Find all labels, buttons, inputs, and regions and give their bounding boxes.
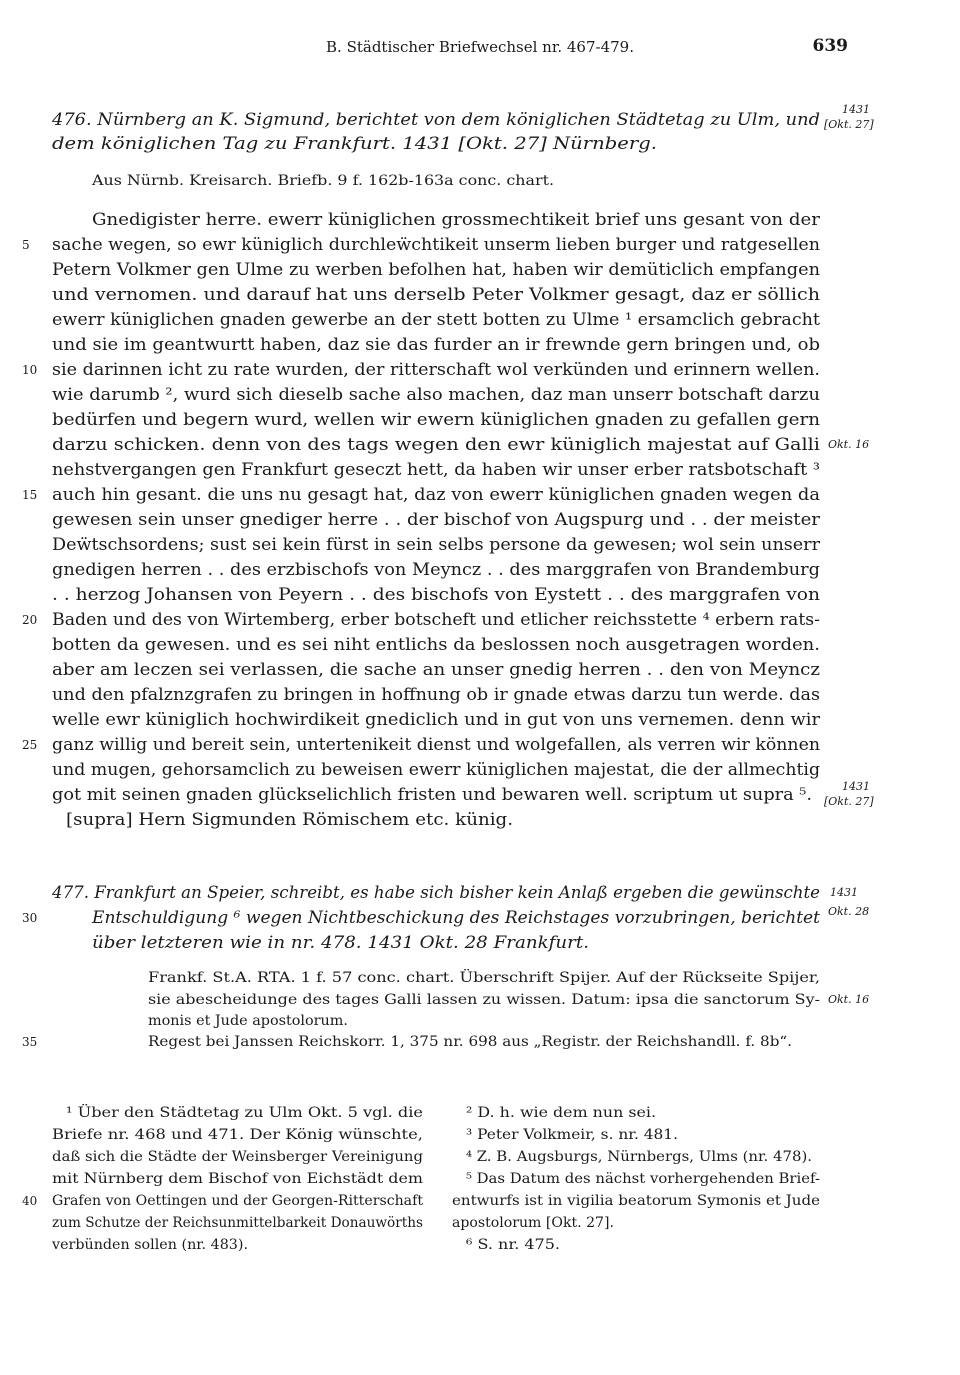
text-line: ² D. h. wie dem nun sei.	[466, 1105, 657, 1121]
line-number: 30	[22, 911, 38, 925]
text-line: Gnedigister herre. ewerr küniglichen grossmechtikeit brief uns gesant von der	[92, 210, 820, 229]
text-line: Aus Nürnb. Kreisarch. Briefb. 9 f. 162b-163a conc. chart.	[92, 173, 555, 189]
text-line: zum Schutze der Reichsunmittelbarkeit Donauwörths	[52, 1215, 424, 1231]
text-line: got mit seinen gnaden glückselichlich fristen und bewaren well. scriptum ut supra ⁵.	[52, 785, 813, 804]
text-line: gewesen sein unser gnediger herre . . der bischof von Augspurg und . . der meister	[52, 510, 820, 529]
text-line: apostolorum [Okt. 27].	[452, 1215, 614, 1231]
text-line: ³ Peter Volkmeir, s. nr. 481.	[466, 1127, 678, 1143]
text-line: wie darumb ², wurd sich dieselb sache also machen, daz man unserr botschaft darzu	[52, 385, 820, 404]
line-number: 25	[22, 738, 38, 752]
text-line: sache wegen, so ewr küniglich durchleẅchtikeit unserm lieben burger und ratgesellen	[52, 235, 820, 254]
text-line: ewerr küniglichen gnaden gewerbe an der stett botten zu Ulme ¹ ersamclich gebracht	[52, 310, 820, 329]
line-number: 35	[22, 1035, 38, 1049]
margin-date-note: Okt. 28	[828, 905, 870, 918]
text-line: monis et Jude apostolorum.	[148, 1013, 349, 1029]
line-number: 10	[22, 363, 38, 377]
text-line: entwurfs ist in vigilia beatorum Symonis et Jude	[452, 1193, 821, 1209]
text-line: sie darinnen icht zu rate wurden, der ritterschaft wol verkünden und erinnern wellen.	[52, 360, 820, 379]
text-line: über letzteren wie in nr. 478. 1431 Okt. 28 Frankfurt.	[92, 933, 590, 952]
running-title: B. Städtischer Briefwechsel nr. 467-479.	[326, 38, 634, 56]
margin-date-note: Okt. 16	[828, 438, 870, 451]
text-line: Entschuldigung ⁶ wegen Nichtbeschickung des Reichstages vorzubringen, berichtet	[92, 908, 821, 927]
margin-date-note: [Okt. 27]	[824, 118, 874, 131]
margin-date-note: 1431	[842, 780, 870, 793]
line-number: 15	[22, 488, 38, 502]
line-number: 20	[22, 613, 38, 627]
margin-date-note: 1431	[830, 886, 858, 899]
text-line: aber am leczen sei verlassen, die sache an unser gnedig herren . . den von Meyncz	[52, 660, 821, 679]
text-line: botten da gewesen. und es sei niht entlichs da beslossen noch ausgetragen worden.	[52, 635, 821, 654]
text-line: welle ewr küniglich hochwirdikeit gnediclich und in gut von uns vernemen. denn wir	[52, 710, 820, 729]
text-line: mit Nürnberg dem Bischof von Eichstädt dem	[52, 1171, 424, 1187]
text-line: auch hin gesant. die uns nu gesagt hat, daz von ewerr küniglichen gnaden wegen da	[52, 485, 820, 504]
page-number: 639	[812, 36, 848, 56]
text-line: verbünden sollen (nr. 483).	[52, 1237, 248, 1253]
text-line: Grafen von Oettingen und der Georgen-Ritterschaft	[52, 1193, 423, 1209]
text-line: . . herzog Johansen von Peyern . . des bischofs von Eystett . . des marggrafen von	[52, 585, 821, 604]
text-line: und den pfalznzgrafen zu bringen in hoffnung ob ir gnade etwas darzu tun werde. das	[52, 685, 820, 704]
margin-date-note: Okt. 16	[828, 993, 870, 1006]
text-line: sie abescheidunge des tages Galli lassen zu wissen. Datum: ipsa die sanctorum Sy-	[148, 992, 820, 1008]
text-line: Deẅtschsordens; sust sei kein fürst in sein selbs persone da gewesen; wol sein unserr	[52, 535, 820, 554]
text-line: [supra] Hern Sigmunden Römischem etc. künig.	[66, 810, 514, 829]
text-line: daß sich die Städte der Weinsberger Vereinigung	[52, 1149, 423, 1165]
margin-date-note: [Okt. 27]	[824, 795, 874, 808]
text-line: ⁶ S. nr. 475.	[466, 1237, 561, 1253]
text-line: darzu schicken. denn von des tags wegen den ewr küniglich majestat auf Galli	[52, 435, 820, 454]
text-line: Baden und des von Wirtemberg, erber botscheft und etlicher reichsstette ⁴ erbern rats-	[52, 610, 820, 629]
text-line: 477. Frankfurt an Speier, schreibt, es habe sich bisher kein Anlaß ergeben die gewünschte	[52, 883, 821, 902]
text-line: nehstvergangen gen Frankfurt geseczt hett, da haben wir unser erber ratsbotschaft ³	[52, 460, 820, 479]
line-number: 40	[22, 1194, 38, 1208]
text-line: dem königlichen Tag zu Frankfurt. 1431 [Okt. 27] Nürnberg.	[52, 134, 658, 153]
text-line: ⁵ Das Datum des nächst vorhergehenden Brief-	[466, 1171, 821, 1187]
text-line: Regest bei Janssen Reichskorr. 1, 375 nr. 698 aus „Registr. der Reichshandll. f. 8b“.	[148, 1034, 793, 1050]
line-number: 5	[22, 238, 30, 252]
text-line: 476. Nürnberg an K. Sigmund, berichtet von dem königlichen Städtetag zu Ulm, und	[52, 110, 820, 129]
text-line: und sie im geantwurtt haben, daz sie das furder an ir frewnde gern bringen und, ob	[52, 335, 821, 354]
text-line: gnedigen herren . . des erzbischofs von Meyncz . . des marggrafen von Brandemburg	[52, 560, 820, 579]
text-line: ¹ Über den Städtetag zu Ulm Okt. 5 vgl. die	[66, 1105, 423, 1121]
text-line: Briefe nr. 468 und 471. Der König wünschte,	[52, 1127, 423, 1143]
text-line: bedürfen und begern wurd, wellen wir ewern küniglichen gnaden zu gefallen gern	[52, 410, 820, 429]
text-line: Petern Volkmer gen Ulme zu werben befolhen hat, haben wir demüticlich empfangen	[52, 260, 820, 279]
text-line: und vernomen. und darauf hat uns derselb Peter Volkmer gesagt, daz er söllich	[52, 285, 820, 304]
text-line: ganz willig und bereit sein, untertenikeit dienst und wolgefallen, als verren wir können	[52, 735, 820, 754]
margin-date-note: 1431	[842, 103, 870, 116]
text-line: und mugen, gehorsamclich zu beweisen ewerr küniglichen majestat, die der allmechtig	[52, 760, 821, 779]
text-line: Frankf. St.A. RTA. 1 f. 57 conc. chart. Überschrift Spijer. Auf der Rückseite Spijer,	[148, 970, 821, 986]
text-line: ⁴ Z. B. Augsburgs, Nürnbergs, Ulms (nr. 478).	[466, 1149, 813, 1165]
